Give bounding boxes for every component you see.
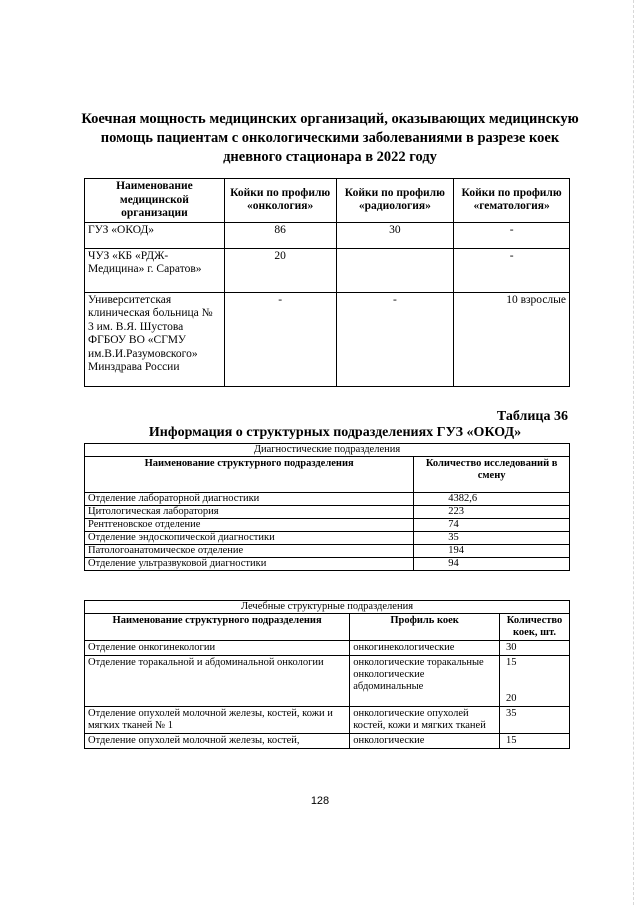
table-row: [85, 519, 570, 532]
beds-header-oncology: Койки по профилю «онкология»: [224, 179, 336, 223]
table-number: Таблица 36: [496, 409, 568, 424]
diagnostic-name-cell: Отделение ультразвуковой диагностики: [85, 558, 414, 571]
table-row: [85, 545, 570, 558]
diagnostic-header-row: [85, 457, 570, 493]
table-row: [85, 222, 570, 248]
treatment-profile-cell: онкогинекологические: [350, 641, 500, 656]
diagnostic-value-cell: 94: [414, 558, 570, 571]
diagnostic-value-cell: 223: [414, 506, 570, 519]
treatment-name-cell: Отделение опухолей молочной железы, костей, кожи и мягких тканей № 1: [85, 707, 350, 734]
treatment-name-cell: Отделение онкогинекологии: [85, 641, 350, 656]
table-row: [85, 656, 570, 707]
beds-table-header-row: [85, 179, 570, 223]
beds-header-radiology: Койки по профилю «радиология»: [336, 179, 454, 223]
treatment-count-part: 15: [506, 657, 517, 668]
beds-header-hematology: Койки по профилю «гематология»: [454, 179, 570, 223]
diagnostic-header-name: Наименование структурного подразделения: [85, 457, 414, 493]
table-row: [85, 558, 570, 571]
treatment-caption: Лечебные структурные подразделения: [85, 601, 570, 614]
table-row: [85, 734, 570, 749]
beds-org-cell: ЧУЗ «КБ «РДЖ-Медицина» г. Саратов»: [85, 248, 225, 292]
diagnostic-name-cell: Рентгеновское отделение: [85, 519, 414, 532]
treatment-profile-cell: [350, 656, 500, 707]
page-title: Коечная мощность медицинских организаций, оказывающих медицинскую помощь пациентам с онкологическими заболеваниями в разрезе коек дневного стационара в 2022 году: [81, 111, 579, 165]
beds-table: [84, 178, 570, 387]
diagnostic-name-cell: Цитологическая лаборатория: [85, 506, 414, 519]
diagnostic-value-cell: 35: [414, 532, 570, 545]
beds-org-cell: ГУЗ «ОКОД»: [85, 222, 225, 248]
table-row: [85, 493, 570, 506]
treatment-profile-cell: онкологические: [350, 734, 500, 749]
diagnostic-header-count: Количество исследований в смену: [414, 457, 570, 493]
table-row: [85, 292, 570, 386]
treatment-count-cell: 30: [500, 641, 570, 656]
page-number: 128: [310, 795, 330, 807]
treatment-caption-row: [85, 601, 570, 614]
diagnostic-value-cell: 74: [414, 519, 570, 532]
treatment-count-cell: 15: [500, 734, 570, 749]
treatment-profile-part: онкологические абдоминальные: [353, 669, 425, 692]
beds-header-org: Наименование медицинской организации: [85, 179, 225, 223]
treatment-profile-cell: онкологические опухолей костей, кожи и мягких тканей: [350, 707, 500, 734]
beds-radiology-cell: [336, 248, 454, 292]
beds-radiology-cell: -: [336, 292, 454, 386]
treatment-header-count: Количество коек, шт.: [500, 614, 570, 641]
treatment-header-name: Наименование структурного подразделения: [85, 614, 350, 641]
diagnostic-caption: Диагностические подразделения: [85, 444, 570, 457]
diagnostic-value-cell: 4382,6: [414, 493, 570, 506]
beds-hematology-cell: -: [454, 248, 570, 292]
table-title: Информация о структурных подразделениях ГУЗ «ОКОД»: [148, 425, 522, 440]
treatment-name-cell: Отделение торакальной и абдоминальной онкологии: [85, 656, 350, 707]
treatment-profile-part: онкологические торакальные: [353, 657, 484, 668]
diagnostic-caption-row: [85, 444, 570, 457]
table-row: [85, 641, 570, 656]
treatment-count-cell: [500, 656, 570, 707]
beds-radiology-cell: 30: [336, 222, 454, 248]
diagnostic-table: [84, 443, 570, 571]
diagnostic-name-cell: Отделение лабораторной диагностики: [85, 493, 414, 506]
treatment-table: [84, 600, 570, 749]
beds-oncology-cell: 86: [224, 222, 336, 248]
treatment-header-profile: Профиль коек: [350, 614, 500, 641]
beds-hematology-cell: -: [454, 222, 570, 248]
treatment-count-part: 20: [506, 693, 517, 704]
table-row: [85, 532, 570, 545]
table-row: [85, 248, 570, 292]
beds-org-cell: Университетская клиническая больница № 3 им. В.Я. Шустова ФГБОУ ВО «СГМУ им.В.И.Разумовского» Минздрава России: [85, 292, 225, 386]
diagnostic-name-cell: Патологоанатомическое отделение: [85, 545, 414, 558]
beds-oncology-cell: 20: [224, 248, 336, 292]
beds-oncology-cell: -: [224, 292, 336, 386]
diagnostic-name-cell: Отделение эндоскопической диагностики: [85, 532, 414, 545]
table-row: [85, 707, 570, 734]
scan-edge-line: [632, 0, 634, 905]
beds-hematology-cell: 10 взрослые: [454, 292, 570, 386]
table-row: [85, 506, 570, 519]
treatment-count-cell: 35: [500, 707, 570, 734]
treatment-header-row: [85, 614, 570, 641]
treatment-name-cell: Отделение опухолей молочной железы, костей,: [85, 734, 350, 749]
diagnostic-value-cell: 194: [414, 545, 570, 558]
